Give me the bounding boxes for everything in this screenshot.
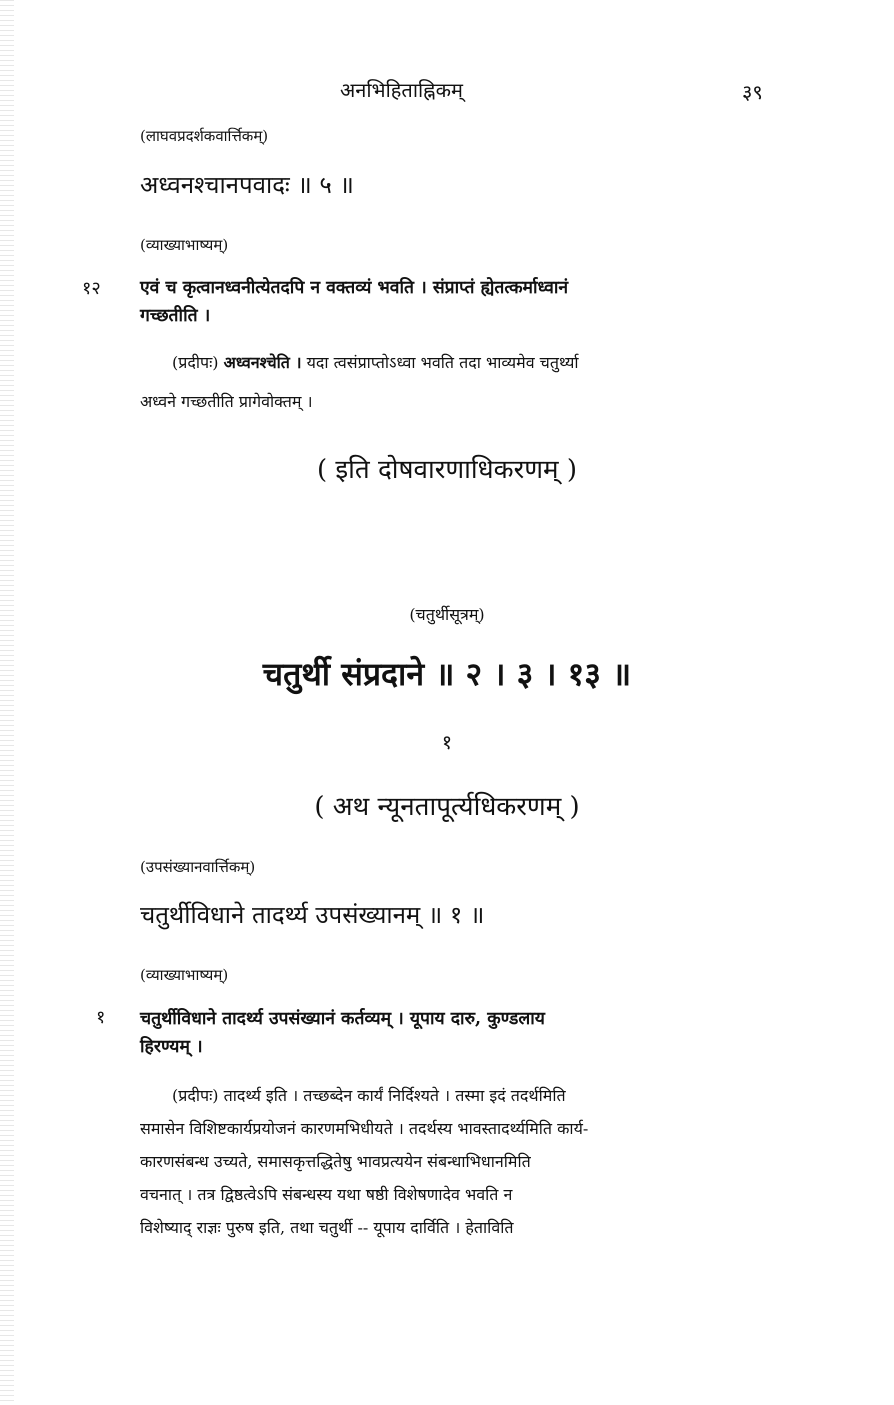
pradipa-line: समासेन विशिष्टकार्यप्रयोजनं कारणमभिधीयते । तदर्थस्य भावस्तादर्थ्यमिति कार्य- [140, 1119, 589, 1138]
pradipa-text: यदा त्वसंप्राप्तोऽध्वा भवति तदा भाव्यमेव चतुर्थ्या [306, 353, 579, 372]
bhashya-number-1: १ [96, 1007, 106, 1028]
bhashya-line: चतुर्थीविधाने तादर्थ्य उपसंख्यानं कर्तव्यम् । यूपाय दारु, कुण्डलाय [140, 1009, 545, 1029]
bhashya-text-2 [140, 1005, 545, 1061]
page-number: ३९ [742, 80, 763, 104]
label-vyakhya-bhashya-1: (व्याख्याभाष्यम्) [140, 236, 229, 254]
pradipa-key: अध्वनश्चेति । [223, 353, 302, 372]
vartika-chaturthi-vidhane: चतुर्थीविधाने तादर्थ्य उपसंख्यानम् ॥ १ ॥ [140, 901, 485, 929]
closing-heading-doshavarana: ( इति दोषवारणाधिकरणम् ) [317, 455, 577, 485]
scan-edge [0, 0, 14, 1405]
heading-nyunatapurti: ( अथ न्यूनतापूर्त्यधिकरणम् ) [314, 792, 580, 822]
bhashya-line: गच्छतीति । [140, 306, 211, 326]
sutra-chaturthi-sampradane: चतुर्थी संप्रदाने ॥ २ । ३ । १३ ॥ [262, 655, 632, 693]
bhashya-number-12: १२ [82, 278, 101, 299]
vartika-adhvanah: अध्वनश्चानपवादः ॥ ५ ॥ [140, 171, 354, 199]
bhashya-text-1 [140, 274, 568, 330]
pradipa-2 [140, 1079, 785, 1244]
label-chaturthi-sutra: (चतुर्थीसूत्रम्) [409, 605, 485, 624]
pradipa-label: (प्रदीपः) [172, 353, 219, 372]
pradipa-line: कारणसंबन्ध उच्यते, समासकृत्तद्धितेषु भावप्रत्ययेन संबन्धाभिधानमिति [140, 1152, 531, 1171]
label-vyakhya-bhashya-2: (व्याख्याभाष्यम्) [140, 966, 229, 984]
pradipa-1-line2: अध्वने गच्छतीति प्रागेवोक्तम् । [140, 392, 313, 411]
running-header-title: अनभिहिताह्निकम् [340, 78, 463, 102]
pradipa-line: विशेष्याद् राज्ञः पुरुष इति, तथा चतुर्थी -- यूपाय दार्विति । हेताविति [140, 1218, 514, 1237]
label-upasankhyana-vartika: (उपसंख्यानवार्त्तिकम्) [140, 858, 256, 876]
bhashya-line: एवं च कृत्वानध्वनीत्येतदपि न वक्तव्यं भवति । संप्राप्तं ह्येतत्कर्माध्वानं [140, 278, 569, 298]
section-number: १ [441, 730, 453, 754]
pradipa-line: (प्रदीपः) तादर्थ्य इति । तच्छब्देन कार्यं निर्दिश्यते । तस्मा इदं तदर्थमिति [172, 1086, 566, 1105]
label-laghava-vartika: (लाघवप्रदर्शकवार्त्तिकम्) [140, 127, 269, 145]
pradipa-1-line1 [172, 351, 579, 373]
pradipa-line: वचनात् । तत्र द्विष्ठत्वेऽपि संबन्धस्य यथा षष्ठी विशेषणादेव भवति न [140, 1185, 513, 1204]
bhashya-line: हिरण्यम् । [140, 1037, 203, 1057]
